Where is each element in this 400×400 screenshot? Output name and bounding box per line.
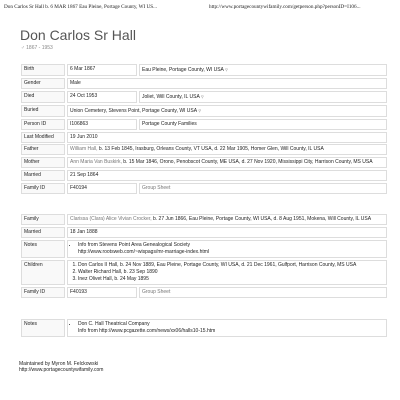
detail-place[interactable]: Union Cemetery, Stevens Point, Portage County, WI USA ⚲ — [67, 105, 387, 117]
detail-place[interactable]: Joliet, Will County, IL USA ⚲ — [139, 91, 387, 103]
table-row — [21, 119, 387, 130]
married-label: Married — [21, 170, 65, 181]
family-id: F40194 — [67, 183, 137, 194]
map-pin-icon[interactable]: ⚲ — [200, 94, 204, 99]
notes-table — [19, 317, 389, 339]
table-row — [21, 260, 387, 285]
table-row — [21, 105, 387, 117]
footer-maintainer: Maintained by Myron M. Felckowski — [19, 361, 99, 367]
family-id: F40193 — [67, 287, 137, 298]
mother-link[interactable]: Ann Maria Van Buskirk, — [70, 159, 122, 165]
table-row — [21, 227, 387, 238]
detail-date: Male — [67, 78, 387, 89]
mother-label: Mother — [21, 157, 65, 168]
print-header-title: Don Carlos Sr Hall b. 6 MAR 1867 Eau Pleine, Portage County, WI US... — [4, 4, 158, 10]
print-header — [4, 4, 396, 14]
notes-cell — [67, 240, 387, 258]
table-row — [21, 183, 387, 194]
note-title: • Info from Stevens Point Area Genealogical Society — [78, 242, 384, 249]
footer — [19, 361, 103, 373]
detail-label: Person ID — [21, 119, 65, 130]
note-url[interactable]: http://www.rootsweb.com/~wispags/mr-marriage-index.html — [78, 249, 210, 255]
mother-cell: Ann Maria Van Buskirk, b. 15 Mar 1846, Orono, Penobscot County, ME USA, d. 27 Nov 1920, Mississippi City, Harrison County, MS USA — [67, 157, 387, 168]
child-item[interactable]: 1. Don Carlos II Hall, b. 24 Nov 1889, Eau Pleine, Portage County, WI USA, d. 21 Dec 1961, Gulfport, Harrison County, MS USA — [78, 262, 384, 269]
table-row — [21, 91, 387, 103]
child-item[interactable]: 2. Walter Richard Hall, b. 23 Sep 1890 — [78, 269, 384, 276]
table-row — [21, 287, 387, 298]
footer-url[interactable]: http://www.portagecountywifamily.com — [19, 367, 104, 373]
person-lifespan: ♂ 1867 - 1953 — [21, 45, 53, 51]
group-sheet-link[interactable]: Group Sheet — [139, 183, 387, 194]
married-label: Married — [21, 227, 65, 238]
detail-label: Died — [21, 91, 65, 103]
table-row — [21, 214, 387, 225]
table-row — [21, 144, 387, 155]
father-label: Father — [21, 144, 65, 155]
detail-label: Gender — [21, 78, 65, 89]
notes-cell — [67, 319, 387, 337]
detail-date: I106863 — [67, 119, 137, 130]
print-header-url: http://www.portagecountywifamily.com/getperson.php?personID=I106... — [209, 4, 361, 10]
spouse-table — [19, 212, 389, 300]
detail-place[interactable]: Eau Pleine, Portage County, WI USA ⚲ — [139, 64, 387, 76]
table-row — [21, 157, 387, 168]
detail-place: Portage County Families — [139, 119, 387, 130]
family-label: Family — [21, 214, 65, 225]
table-row — [21, 319, 387, 337]
group-sheet-link[interactable]: Group Sheet — [139, 287, 387, 298]
notes-label: Notes — [21, 240, 65, 258]
person-name: Don Carlos Sr Hall — [20, 27, 136, 43]
children-label: Children — [21, 260, 65, 285]
married-date: 18 Jan 1888 — [67, 227, 387, 238]
table-row — [21, 240, 387, 258]
detail-date: 24 Oct 1953 — [67, 91, 137, 103]
married-date: 21 Sep 1864 — [67, 170, 387, 181]
person-details-table — [19, 62, 389, 145]
detail-date: 6 Mar 1867 — [67, 64, 137, 76]
map-pin-icon[interactable]: ⚲ — [225, 67, 228, 72]
detail-label: Birth — [21, 64, 65, 76]
spouse-link[interactable]: Clarissa (Clara) Alice Vivian Crocker, — [70, 216, 152, 222]
table-row — [21, 64, 387, 76]
family-id-label: Family ID — [21, 183, 65, 194]
note-title: • Don C. Hall Theatrical Company — [78, 321, 384, 328]
map-pin-icon[interactable]: ⚲ — [198, 108, 202, 113]
notes-label: Notes — [21, 319, 65, 337]
father-link[interactable]: William Hall, — [70, 146, 98, 152]
family-id-label: Family ID — [21, 287, 65, 298]
father-cell: William Hall, b. 13 Feb 1845, Irasburg, Orleans County, VT USA, d. 22 Mar 1905, Homer Glen, Will County, IL USA — [67, 144, 387, 155]
children-cell — [67, 260, 387, 285]
note-detail[interactable]: Info from http://www.pcgazette.com/news/xx06/halls10-15.htm — [78, 328, 216, 334]
detail-date: 19 Jun 2010 — [67, 132, 387, 143]
parents-table — [19, 142, 389, 196]
detail-label: Buried — [21, 105, 65, 117]
table-row — [21, 170, 387, 181]
child-item[interactable]: 3. Inez Olivet Hall, b. 24 May 1895 — [78, 276, 384, 283]
table-row — [21, 78, 387, 89]
detail-label: Last Modified — [21, 132, 65, 143]
spouse-cell: Clarissa (Clara) Alice Vivian Crocker, b. 27 Jun 1866, Eau Pleine, Portage County, WI USA, d. 8 Aug 1951, Mokena, Will County, IL USA — [67, 214, 387, 225]
